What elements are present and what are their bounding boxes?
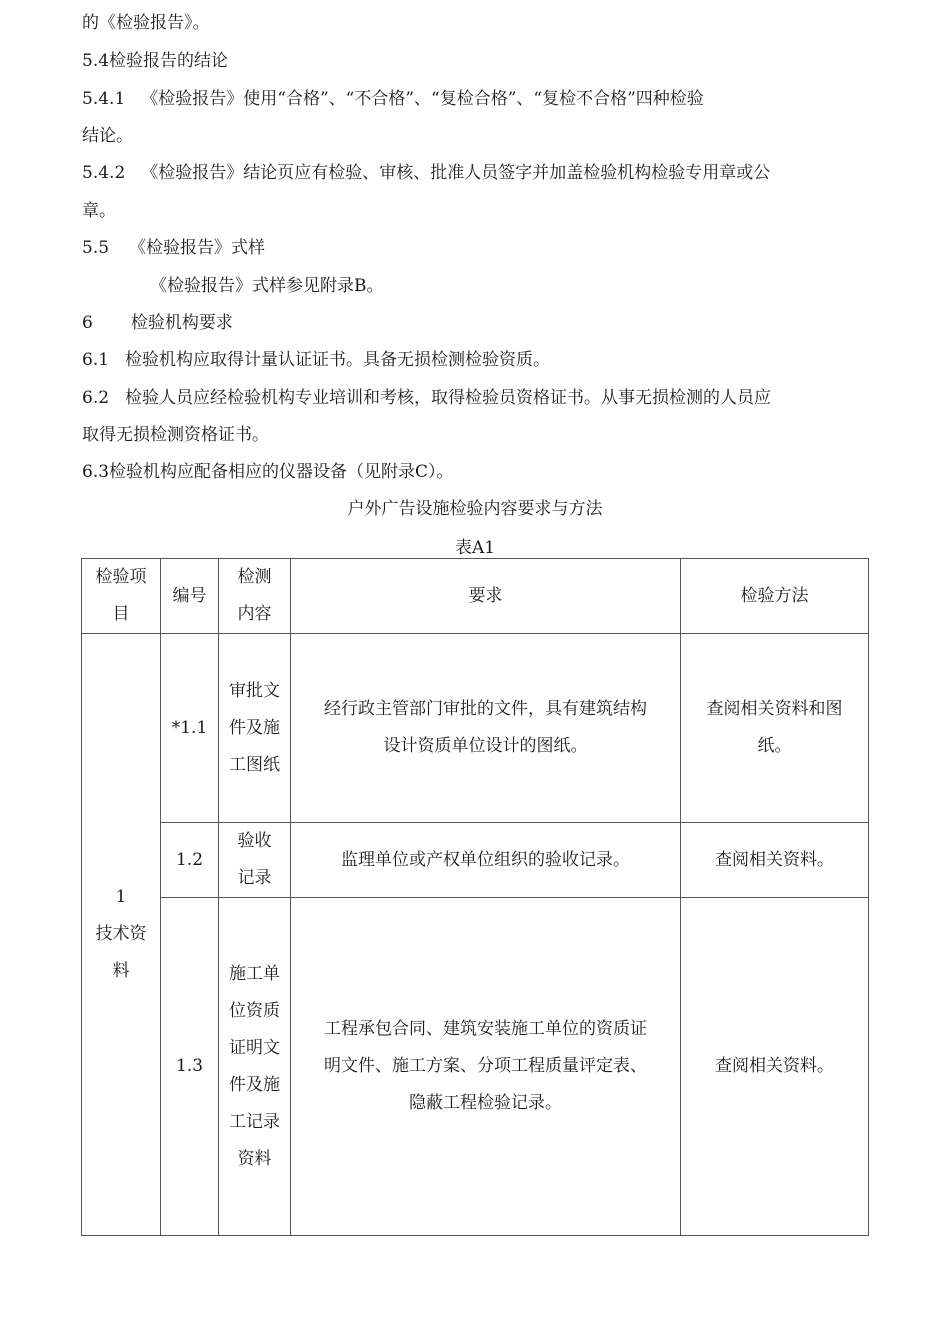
paragraph-line: 的《检验报告》。 [82, 13, 210, 33]
header-content: 检测 内容 [219, 559, 291, 634]
header-number: 编号 [161, 559, 219, 634]
section-heading-5-5: 5.5 《检验报告》式样 [82, 238, 266, 258]
row-method: 查阅相关资料。 [681, 823, 869, 898]
row-requirement: 工程承包合同、建筑安装施工单位的资质证 明文件、施工方案、分项工程质量评定表、 隐蔽工程检验记录。 [291, 898, 681, 1236]
paragraph-line: 《检验报告》式样参见附录B。 [150, 276, 384, 296]
section-heading-5-4: 5.4检验报告的结论 [82, 51, 229, 71]
row-content: 施工单 位资质 证明文 件及施 工记录 资料 [219, 898, 291, 1236]
row-number: *1.1 [161, 634, 219, 823]
table-row [82, 898, 869, 1236]
clause-6-1: 6.1 检验机构应取得计量认证证书。具备无损检测检验资质。 [82, 350, 551, 370]
clause-5-4-1: 5.4.1 《检验报告》使用“合格”、“不合格”、“复检合格”、“复检不合格”四种检验 [82, 89, 704, 109]
row-content: 审批文 件及施 工图纸 [219, 634, 291, 823]
paragraph-line: 章。 [82, 201, 116, 221]
header-method: 检验方法 [681, 559, 869, 634]
row-method: 查阅相关资料。 [681, 898, 869, 1236]
clause-5-4-2: 5.4.2 《检验报告》结论页应有检验、审核、批准人员签字并加盖检验机构检验专用章或公 [82, 163, 771, 183]
paragraph-line: 取得无损检测资格证书。 [82, 425, 269, 445]
table-row [82, 634, 869, 823]
header-item: 检验项 目 [82, 559, 161, 634]
row-method: 查阅相关资料和图 纸。 [681, 634, 869, 823]
inspection-table [81, 558, 869, 1236]
table-row [82, 823, 869, 898]
row-number: 1.3 [161, 898, 219, 1236]
table-header-row [82, 559, 869, 634]
table-label: 表A1 [454, 538, 496, 558]
section-heading-6: 6 检验机构要求 [82, 313, 233, 333]
table-title: 户外广告设施检验内容要求与方法 [347, 499, 603, 519]
clause-6-3: 6.3检验机构应配备相应的仪器设备（见附录C）。 [82, 462, 454, 482]
header-requirement: 要求 [291, 559, 681, 634]
paragraph-line: 结论。 [82, 126, 133, 146]
row-requirement: 经行政主管部门审批的文件，具有建筑结构 设计资质单位设计的图纸。 [291, 634, 681, 823]
group-technical-documents: 1 技术资 料 [82, 634, 161, 1236]
row-number: 1.2 [161, 823, 219, 898]
row-content: 验收 记录 [219, 823, 291, 898]
row-requirement: 监理单位或产权单位组织的验收记录。 [291, 823, 681, 898]
clause-6-2: 6.2 检验人员应经检验机构专业培训和考核，取得检验员资格证书。从事无损检测的人员应 [82, 388, 772, 408]
